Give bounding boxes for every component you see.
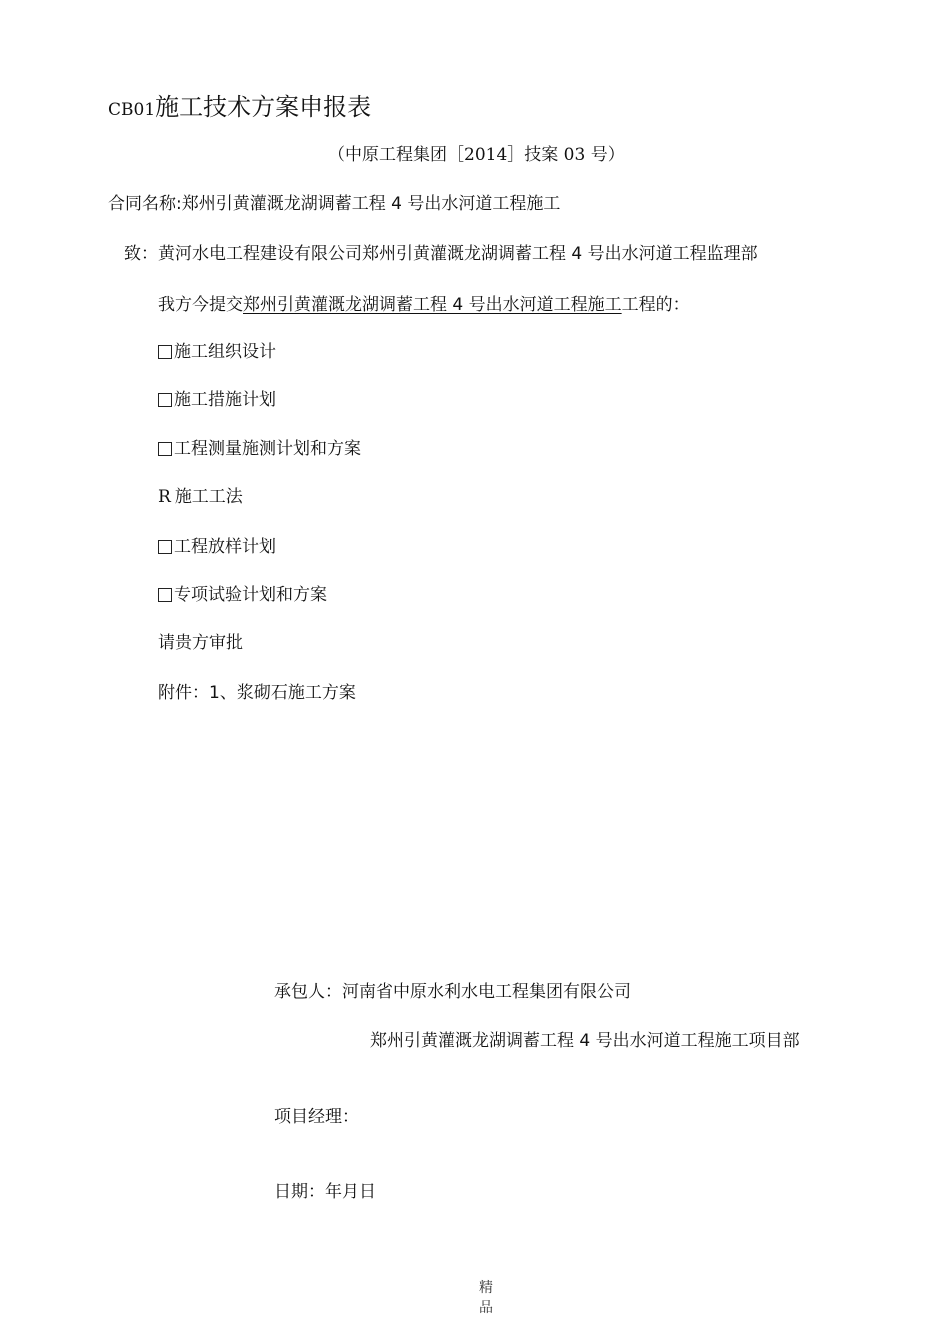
submission-statement xyxy=(158,294,690,316)
project-department: 郑州引黄灌溉龙湖调蓄工程 4 号出水河道工程施工项目部 xyxy=(370,1031,800,1051)
checkbox-empty-icon[interactable] xyxy=(158,540,172,554)
checkbox-empty-icon[interactable] xyxy=(158,588,172,602)
attachment-value: 1、浆砌石施工方案 xyxy=(209,683,356,703)
option-label: 工程放样计划 xyxy=(174,537,276,557)
project-manager-label: 项目经理： xyxy=(274,1107,359,1127)
attachment xyxy=(158,682,356,704)
option-item xyxy=(158,389,276,411)
recipient-label: 致： xyxy=(124,244,158,264)
contract-value: 郑州引黄灌溉龙湖调蓄工程 4 号出水河道工程施工 xyxy=(181,194,561,214)
submission-project: 郑州引黄灌溉龙湖调蓄工程 4 号出水河道工程施工 xyxy=(243,295,622,315)
form-code: CB01 xyxy=(108,100,156,120)
contract-name xyxy=(108,193,560,215)
option-label: 专项试验计划和方案 xyxy=(174,585,327,605)
option-item xyxy=(158,584,327,606)
checkbox-empty-icon[interactable] xyxy=(158,393,172,407)
option-label: 施工组织设计 xyxy=(174,342,276,362)
form-title xyxy=(108,92,371,125)
recipient-value: 黄河水电工程建设有限公司郑州引黄灌溉龙湖调蓄工程 4 号出水河道工程监理部 xyxy=(158,244,758,264)
option-label: 施工工法 xyxy=(174,487,243,507)
form-title-text: 施工技术方案申报表 xyxy=(155,93,372,121)
submission-prefix: 我方今提交 xyxy=(158,295,243,315)
attachment-label: 附件： xyxy=(158,683,209,703)
contractor-label: 承包人： xyxy=(274,982,342,1002)
option-item xyxy=(158,486,243,508)
checkbox-empty-icon[interactable] xyxy=(158,442,172,456)
page-footer: 精品 xyxy=(479,1280,493,1316)
date-line xyxy=(274,1181,376,1203)
date-label: 日期： xyxy=(274,1182,325,1202)
option-item xyxy=(158,341,276,363)
option-label: 施工措施计划 xyxy=(174,390,276,410)
option-item xyxy=(158,438,361,460)
option-label: 工程测量施测计划和方案 xyxy=(174,439,361,459)
approval-request: 请贵方审批 xyxy=(158,633,243,653)
contractor xyxy=(274,981,631,1003)
contract-label: 合同名称: xyxy=(108,194,182,214)
submission-suffix: 工程的： xyxy=(621,295,690,315)
document-number: （中原工程集团［2014］技案 03 号） xyxy=(328,145,625,165)
checkbox-empty-icon[interactable] xyxy=(158,345,172,359)
recipient xyxy=(124,243,758,265)
checked-mark-r[interactable]: R xyxy=(158,487,171,507)
date-value: 年月日 xyxy=(325,1182,376,1202)
option-item xyxy=(158,536,276,558)
contractor-value: 河南省中原水利水电工程集团有限公司 xyxy=(342,982,631,1002)
